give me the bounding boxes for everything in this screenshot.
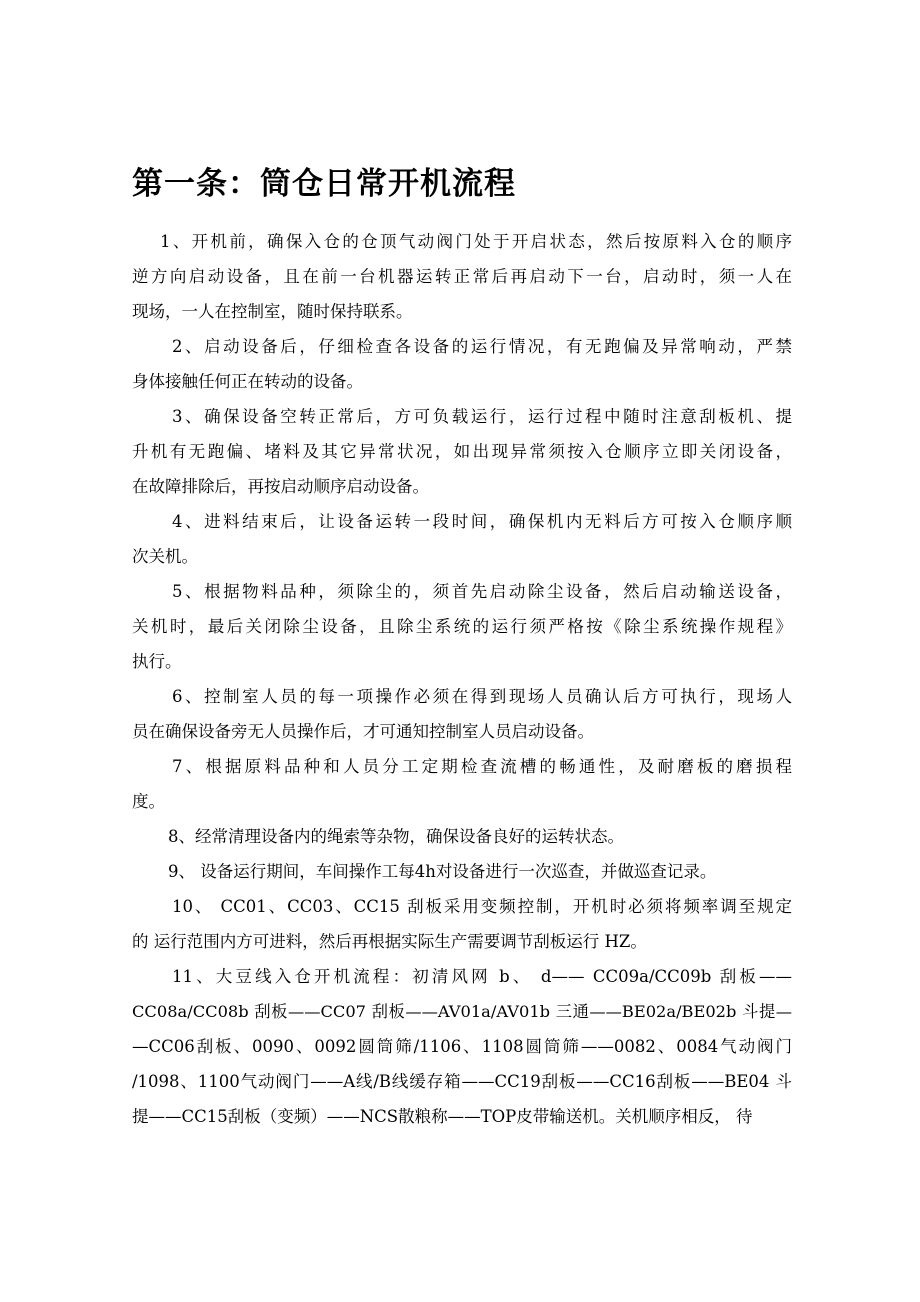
paragraph-line: 在故障排除后，再按启动顺序启动设备。 [132, 477, 429, 496]
paragraph-line: 关机时，最后关闭除尘设备，且除尘系统的运行须严格按《除尘系统操作规程》 [132, 617, 792, 636]
paragraph-line: 现场，一人在控制室，随时保持联系。 [132, 302, 413, 321]
paragraph [132, 399, 792, 504]
paragraph [132, 819, 792, 854]
paragraph-line: 2、启动设备后，仔细检查各设备的运行情况，有无跑偏及异常响动，严禁 [172, 337, 792, 356]
paragraph-line: 升机有无跑偏、堵料及其它异常状况，如出现异常须按入仓顺序立即关闭设备， [132, 442, 792, 461]
paragraph-line: 的 运行范围内方可进料，然后再根据实际生产需要调节刮板运行 HZ。 [132, 932, 647, 951]
paragraph [132, 854, 792, 889]
paragraph-line: 11、大豆线入仓开机流程：初清风网 b、 d—— CC09a/CC09b 刮板—— [172, 967, 792, 986]
paragraph [132, 959, 792, 1134]
paragraph-line: 逆方向启动设备，且在前一台机器运转正常后再启动下一台，启动时，须一人在 [132, 267, 792, 286]
paragraph-line: 执行。 [132, 652, 182, 671]
paragraph-line: 身体接触任何正在转动的设备。 [132, 372, 363, 391]
paragraph-line: 4、进料结束后，让设备运转一段时间，确保机内无料后方可按入仓顺序顺 [172, 512, 792, 531]
document-title: 第一条：筒仓日常开机流程 [132, 166, 516, 202]
paragraph-line: 度。 [132, 792, 165, 811]
paragraph [132, 329, 792, 399]
paragraph-line: 5、根据物料品种，须除尘的，须首先启动除尘设备，然后启动输送设备， [172, 582, 792, 601]
paragraph [132, 224, 792, 329]
paragraph-line: 1、开机前，确保入仓的仓顶气动阀门处于开启状态，然后按原料入仓的顺序 [160, 232, 792, 251]
document-body [132, 224, 792, 1134]
paragraph-line: 8、经常清理设备内的绳索等杂物，确保设备良好的运转状态。 [168, 827, 624, 846]
paragraph-line: /1098、1100气动阀门——A线/B线缓存箱——CC19刮板——CC16刮板——BE04 斗 [132, 1072, 792, 1091]
paragraph-line: 次关机。 [132, 547, 198, 566]
paragraph-line: —CC06刮板、0090、0092圆筒筛/1106、1108圆筒筛——0082、0084气动阀门 [132, 1037, 792, 1056]
paragraph [132, 504, 792, 574]
paragraph-line: 7、根据原料品种和人员分工定期检查流槽的畅通性，及耐磨板的磨损程 [172, 757, 792, 776]
paragraph-line: 3、确保设备空转正常后，方可负载运行，运行过程中随时注意刮板机、提 [172, 407, 792, 426]
paragraph [132, 749, 792, 819]
paragraph-line: 员在确保设备旁无人员操作后，才可通知控制室人员启动设备。 [132, 722, 594, 741]
paragraph [132, 679, 792, 749]
paragraph-line: 10、 CC01、CC03、CC15 刮板采用变频控制，开机时必须将频率调至规定 [172, 897, 792, 916]
paragraph [132, 889, 792, 959]
paragraph-line: 提——CC15刮板（变频）——NCS散粮称——TOP皮带输送机。关机顺序相反， 待 [132, 1107, 753, 1126]
paragraph-line: CC08a/CC08b 刮板——CC07 刮板——AV01a/AV01b 三通——BE02a/BE02b 斗提— [132, 1002, 792, 1021]
paragraph [132, 574, 792, 679]
paragraph-line: 9、 设备运行期间，车间操作工每4h对设备进行一次巡查，并做巡查记录。 [168, 862, 717, 881]
paragraph-line: 6、控制室人员的每一项操作必须在得到现场人员确认后方可执行，现场人 [172, 687, 792, 706]
